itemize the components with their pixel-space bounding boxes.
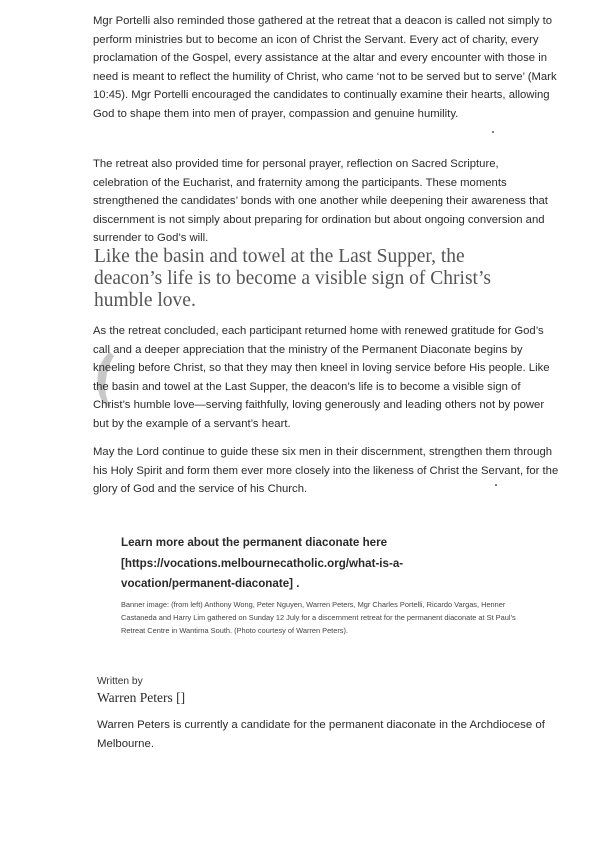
written-by-label: Written by	[97, 676, 143, 687]
banner-image-caption: Banner image: (from left) Anthony Wong, Peter Nguyen, Warren Peters, Mgr Charles Portelli, Ricardo Vargas, Henner Castaneda and Harry Lim gathered on Sunday 12 July for a discernment retreat for the permanent diaconate at St Paul’s Retreat Centre in Wantirna South. (Photo courtesy of Warren Peters).	[121, 600, 516, 635]
author-name[interactable]: Warren Peters []	[97, 690, 186, 705]
article-paragraph-3: As the retreat concluded, each participant returned home with renewed gratitude for God’s call and a deeper appreciation that the ministry of the Permanent Diaconate begins by kneeling before Christ, so that they may then kneel in loving service before His people. Like the basin and towel at the Last Supper, the deacon’s life is to become a visible sign of Christ’s humble love—serving faithfully, loving generously and leading others not by power but by the example of a servant’s heart.	[93, 325, 550, 430]
article-paragraph-1: Mgr Portelli also reminded those gathered at the retreat that a deacon is called not simply to perform ministries but to become an icon of Christ the Servant. Every act of charity, every proclamation of the Gospel, every assistance at the altar and every encounter with those in need is meant to reflect the humility of Christ, who came ‘not to be served but to serve’ (Mark 10:45). Mgr Portelli encouraged the candidates to continually examine their hearts, allowing God to shape them into men of prayer, compassion and genuine humility.	[93, 15, 557, 120]
article-paragraph-4: May the Lord continue to guide these six men in their discernment, strengthen them through his Holy Spirit and form them ever more closely into the likeness of Christ the Servant, for the glory of God and the service of his Church.	[93, 446, 559, 496]
article-paragraph-2: The retreat also provided time for personal prayer, reflection on Sacred Scripture, celebration of the Eucharist, and fraternity among the participants. These moments strengthened the candidates’ bonds with one another while deepening their awareness that discernment is not simply about preparing for ordination but about ongoing conversion and surrender to God’s will.	[93, 158, 548, 245]
author-bio: Warren Peters is currently a candidate for the permanent diaconate in the Archdiocese of Melbourne.	[97, 719, 545, 751]
scan-speck	[495, 484, 497, 486]
learn-more-link[interactable]: Learn more about the permanent diaconate here [https://vocations.melbournecatholic.org/what-is-a-vocation/permanent-diaconate] .	[121, 536, 404, 591]
pull-quote: Like the basin and towel at the Last Supper, the deacon’s life is to become a visible sign of Christ’s humble love.	[94, 246, 491, 311]
scan-speck	[492, 131, 494, 133]
